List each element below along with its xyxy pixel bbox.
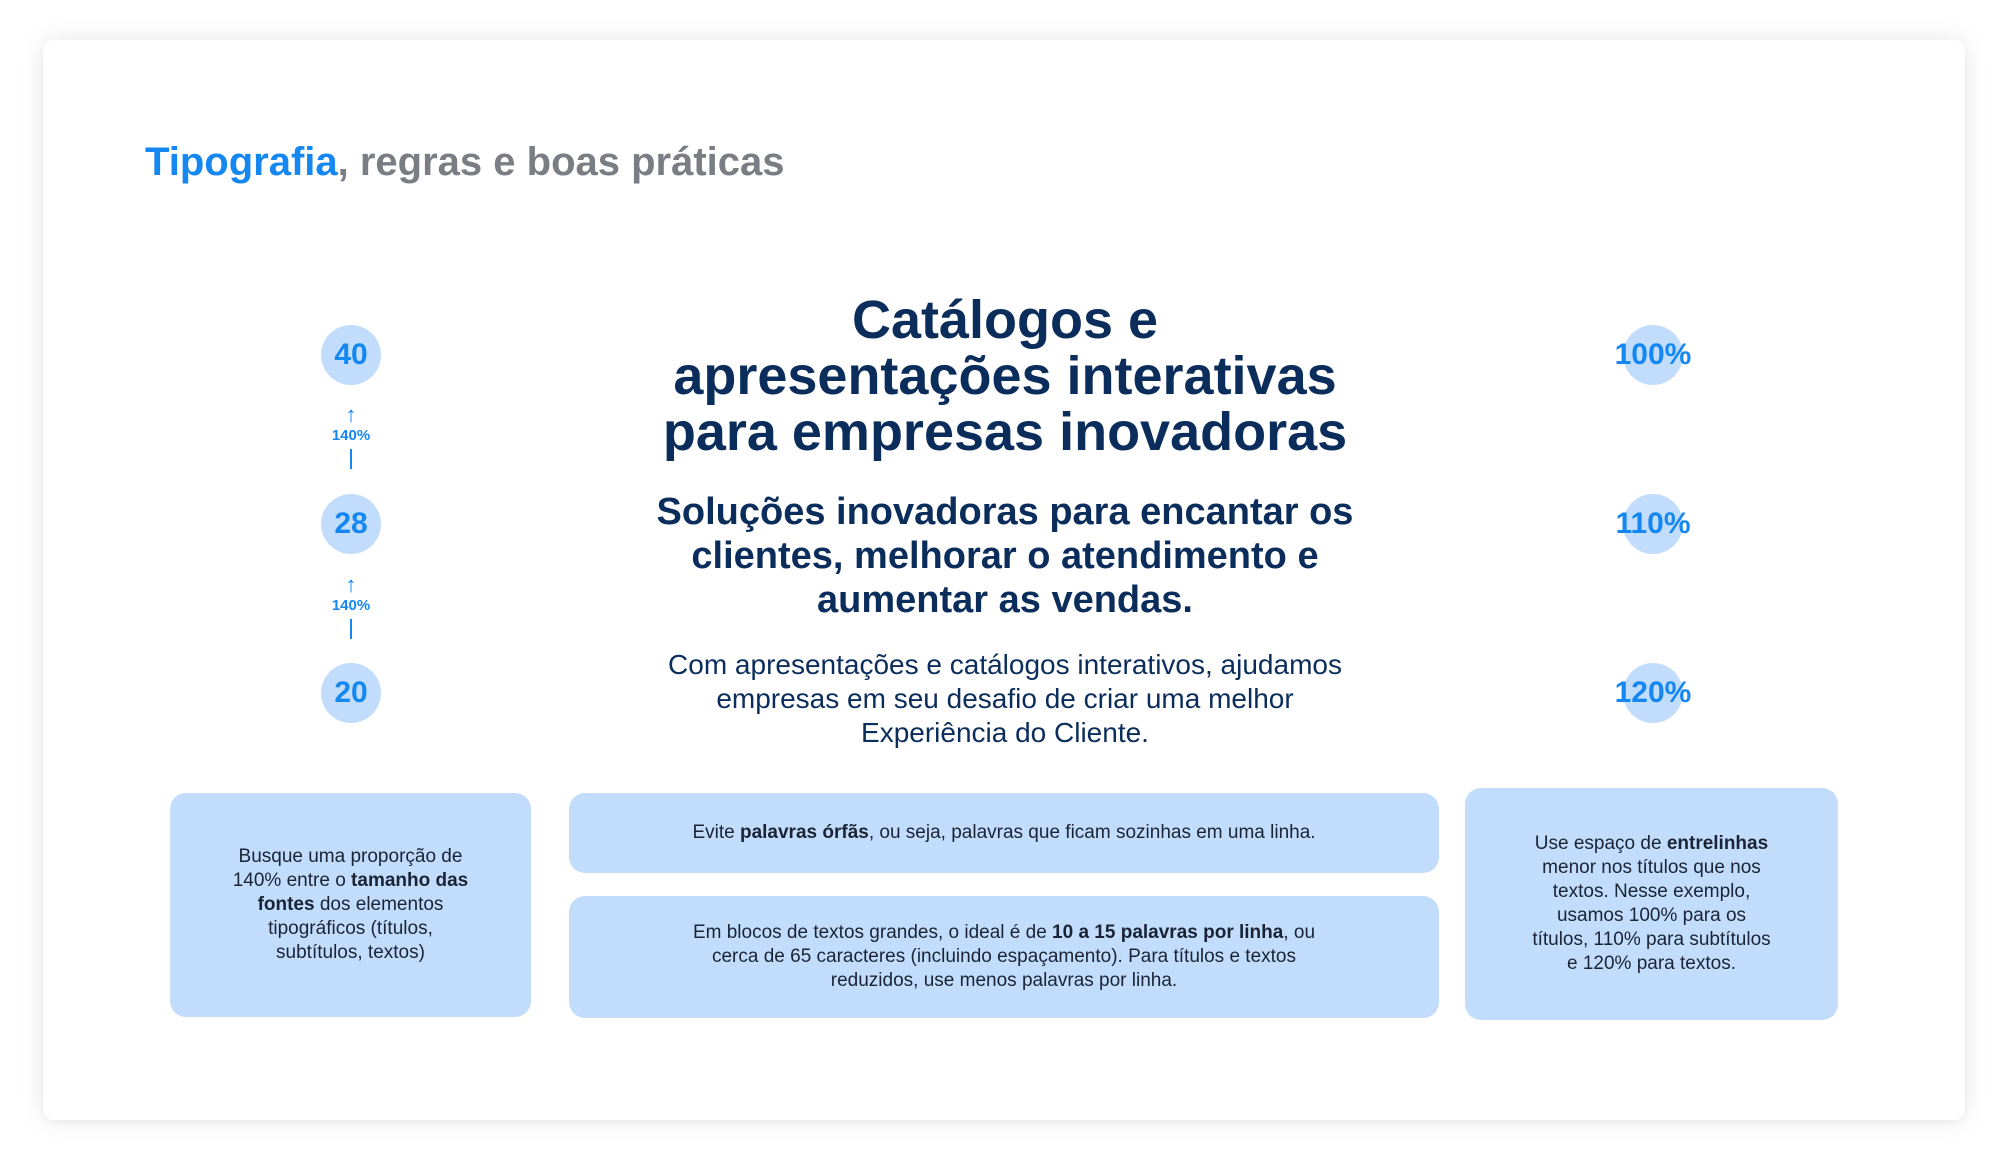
tip-text xyxy=(692,821,1315,845)
line-height-title-value: 100% xyxy=(1614,338,1692,371)
tip-line: , ou xyxy=(1283,922,1316,943)
ratio-label: 140% xyxy=(331,427,371,444)
font-size-title-badge xyxy=(321,325,381,385)
tip-orphan-words xyxy=(569,793,1439,873)
ratio-connector-line xyxy=(350,619,352,639)
sample-title xyxy=(560,292,1450,460)
tip-line: cerca de 65 caracteres (incluindo espaçamento). Para títulos e textos xyxy=(711,946,1296,967)
tip-line: Use espaço de xyxy=(1534,833,1667,854)
ratio-subtitle-text xyxy=(311,572,391,645)
tip-font-proportion xyxy=(170,793,531,1017)
ratio-title-subtitle xyxy=(311,402,391,475)
tip-bold: tamanho das xyxy=(351,870,469,891)
arrow-up-icon: ↑ xyxy=(345,572,357,597)
font-size-title-value: 40 xyxy=(334,338,368,371)
font-size-subtitle-value: 28 xyxy=(334,507,368,540)
tip-text xyxy=(1532,832,1770,976)
tip-words-per-line xyxy=(569,896,1439,1018)
tip-line: Busque uma proporção de xyxy=(238,846,463,867)
sample-text-line: Com apresentações e catálogos interativos, ajudamos xyxy=(668,649,1342,680)
line-height-title-badge xyxy=(1608,325,1698,385)
tip-text xyxy=(693,921,1315,993)
tip-line: 140% entre o xyxy=(232,870,352,891)
tip-line-spacing xyxy=(1465,788,1838,1020)
font-size-text-value: 20 xyxy=(334,676,368,709)
tip-line: reduzidos, use menos palavras por linha. xyxy=(830,970,1178,991)
tip-line: subtítulos, textos) xyxy=(276,942,425,963)
page-title-accent: Tipografia xyxy=(145,140,338,184)
sample-text-line: Experiência do Cliente. xyxy=(861,717,1149,748)
line-height-text-badge xyxy=(1608,663,1698,723)
sample-subtitle-line: Soluções inovadoras para encantar os xyxy=(656,491,1354,533)
tip-line: textos. Nesse exemplo, xyxy=(1552,881,1751,902)
tip-line: , ou seja, palavras que ficam sozinhas em uma linha. xyxy=(868,822,1316,843)
tip-bold: 10 a 15 palavras por linha xyxy=(1052,922,1284,943)
line-height-text-value: 120% xyxy=(1614,676,1692,709)
tip-line: Evite xyxy=(692,822,740,843)
tip-line: dos elementos xyxy=(314,894,444,915)
tip-text xyxy=(233,845,469,965)
sample-body-text xyxy=(630,648,1380,750)
arrow-up-icon: ↑ xyxy=(345,402,357,427)
sample-title-line: para empresas inovadoras xyxy=(662,402,1348,462)
line-height-subtitle-value: 110% xyxy=(1615,507,1691,540)
tip-bold: entrelinhas xyxy=(1666,833,1769,854)
ratio-connector-line xyxy=(350,449,352,469)
tip-bold: fontes xyxy=(257,894,315,915)
tip-line: tipográficos (títulos, xyxy=(268,918,433,939)
page-title xyxy=(145,140,785,185)
page-title-rest: , regras e boas práticas xyxy=(337,140,785,184)
tip-line: e 120% para textos. xyxy=(1566,953,1736,974)
tip-bold: palavras órfãs xyxy=(739,822,869,843)
sample-subtitle xyxy=(600,490,1410,622)
line-height-subtitle-badge xyxy=(1608,494,1698,554)
tip-line: usamos 100% para os xyxy=(1556,905,1747,926)
sample-text-line: empresas em seu desafio de criar uma melhor xyxy=(716,683,1294,714)
sample-subtitle-line: clientes, melhorar o atendimento e xyxy=(691,535,1319,577)
sample-title-line: apresentações interativas xyxy=(673,346,1337,406)
tip-line: Em blocos de textos grandes, o ideal é de xyxy=(692,922,1053,943)
font-size-subtitle-badge xyxy=(321,494,381,554)
sample-title-line: Catálogos e xyxy=(851,290,1159,350)
ratio-label: 140% xyxy=(331,597,371,614)
tip-line: menor nos títulos que nos xyxy=(1542,857,1761,878)
font-size-text-badge xyxy=(321,663,381,723)
tip-line: títulos, 110% para subtítulos xyxy=(1532,929,1771,950)
sample-subtitle-line: aumentar as vendas. xyxy=(817,579,1193,621)
